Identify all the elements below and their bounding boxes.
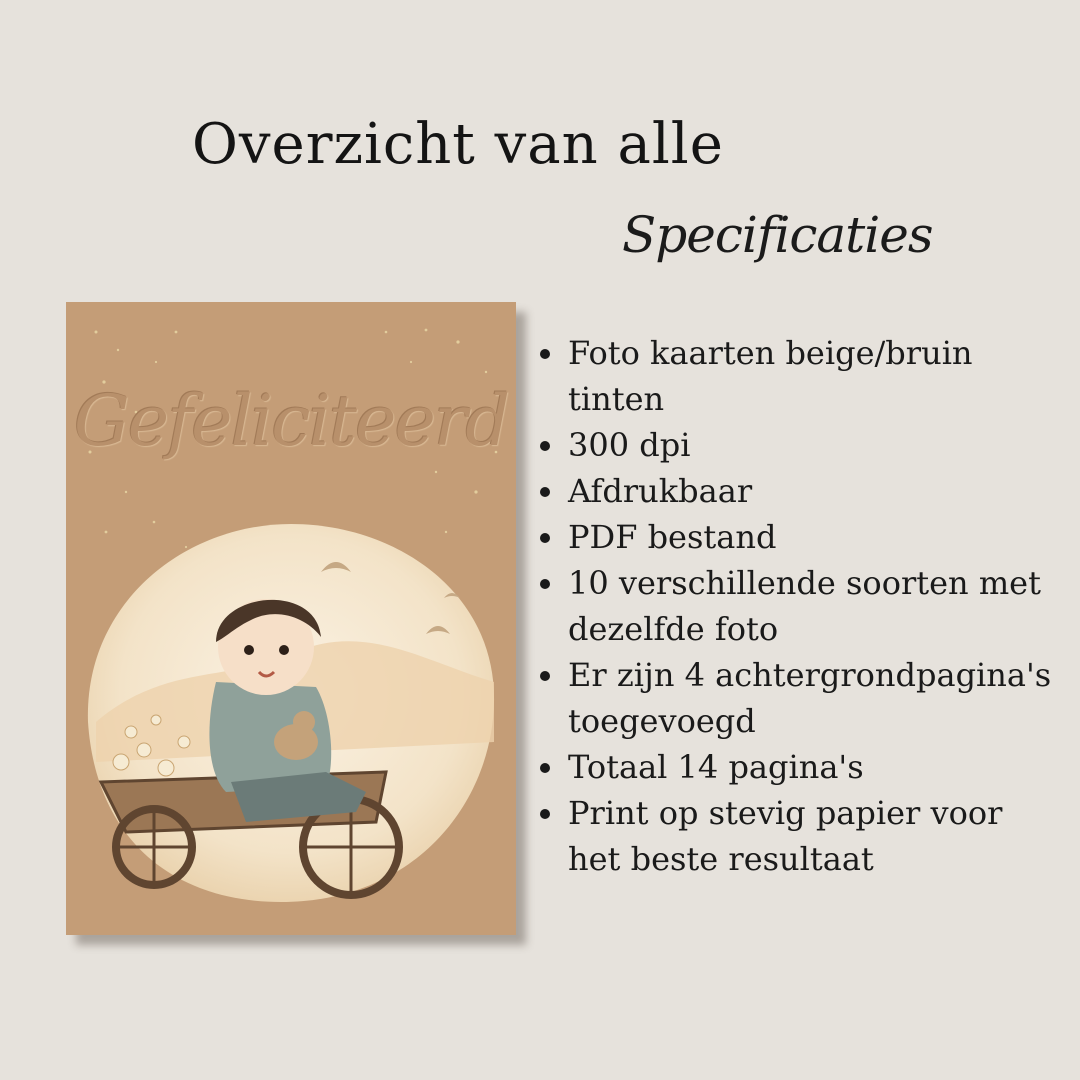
- spec-item: Foto kaarten beige/bruin tinten: [540, 330, 1060, 422]
- card-preview: [66, 302, 516, 935]
- spec-item: 10 verschillende soorten met dezelfde foto: [540, 560, 1060, 652]
- spec-item: 300 dpi: [540, 422, 1060, 468]
- spec-list: [540, 330, 1060, 882]
- spec-item: Totaal 14 pagina's: [540, 744, 1060, 790]
- spec-item: Er zijn 4 achtergrondpagina's toegevoegd: [540, 652, 1060, 744]
- spec-item: Print op stevig papier voor het beste resultaat: [540, 790, 1060, 882]
- spec-item: PDF bestand: [540, 514, 1060, 560]
- spec-item: Afdrukbaar: [540, 468, 1060, 514]
- page-title: Overzicht van alle: [192, 112, 724, 177]
- page-subtitle: Specificaties: [622, 206, 933, 264]
- card-greeting: Gefeliciteerd: [73, 380, 509, 462]
